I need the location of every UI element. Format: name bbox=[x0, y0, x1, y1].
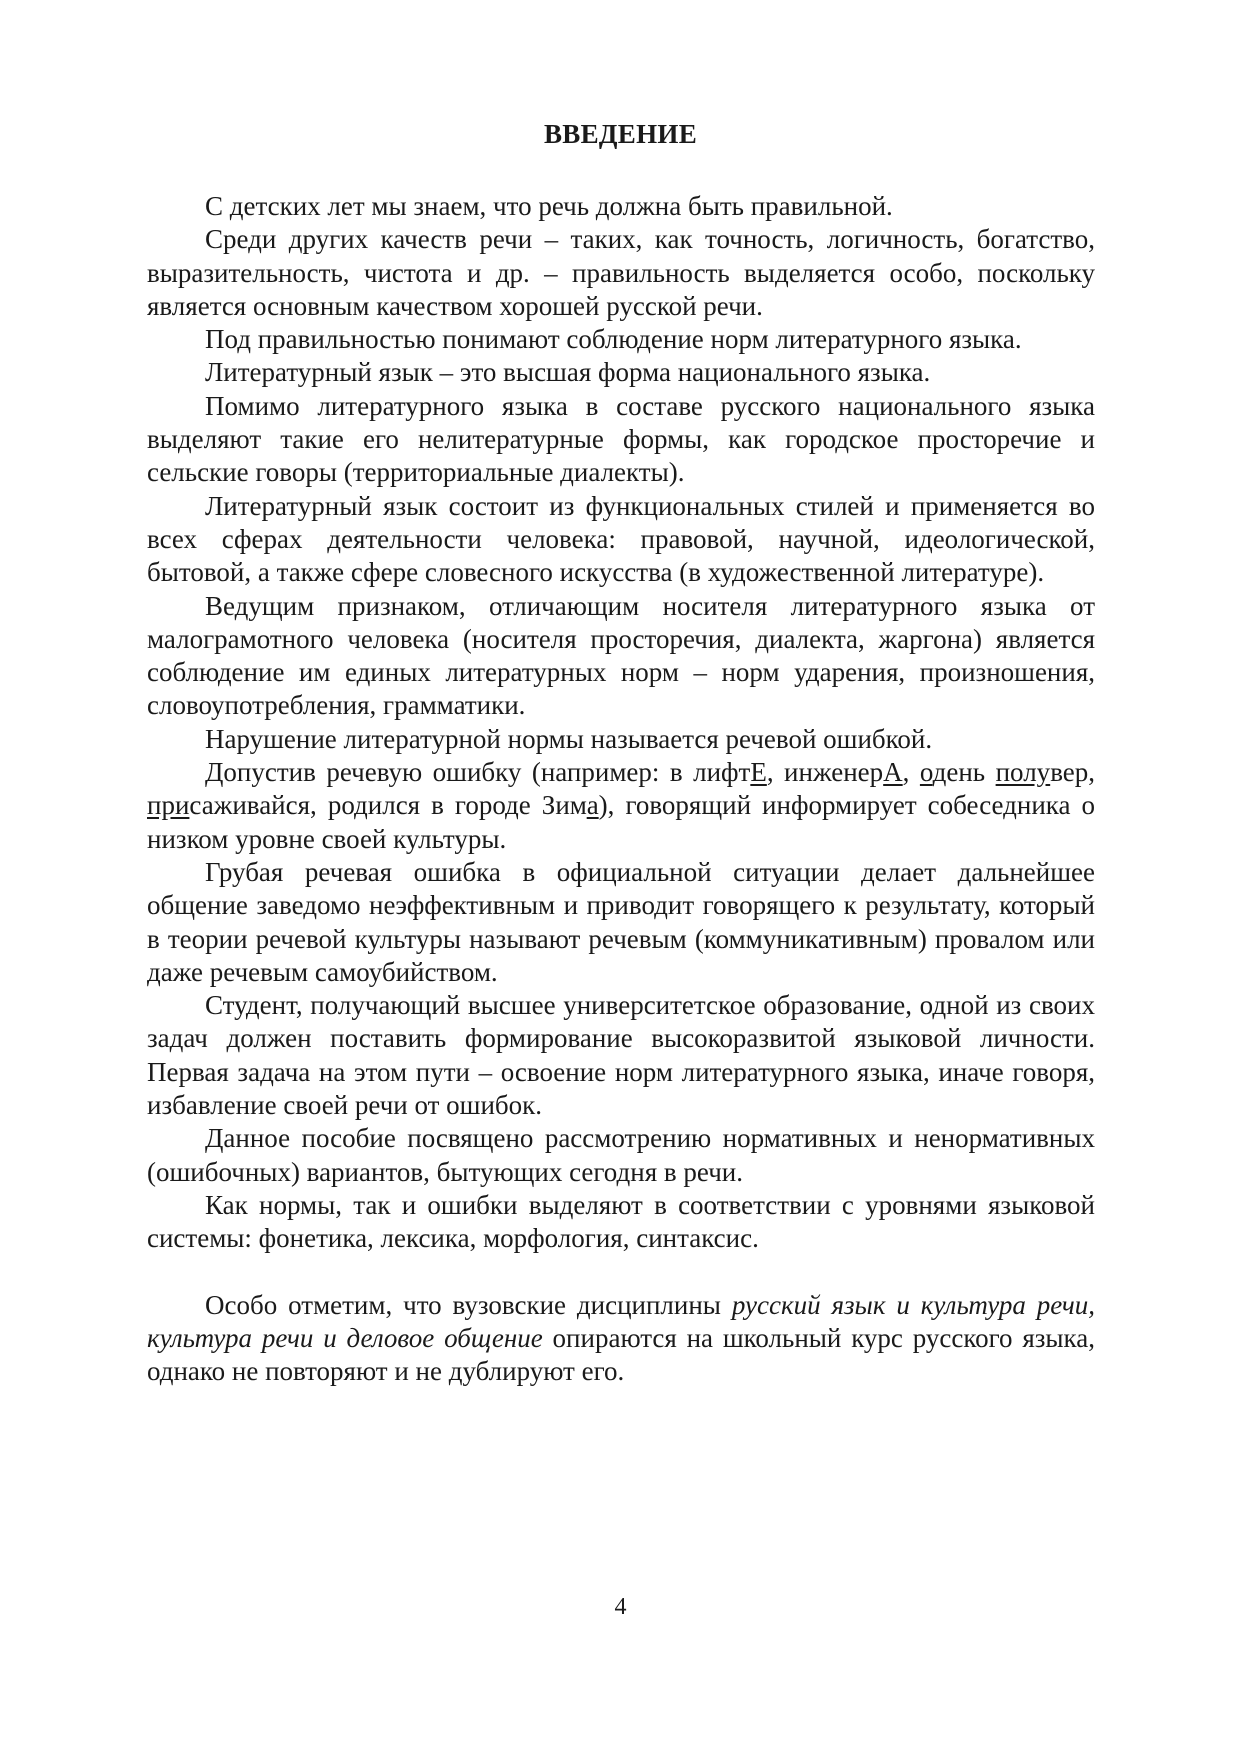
text-segment: Допустив речевую ошибку (например: в лифт bbox=[205, 757, 751, 788]
text-segment: опираются на школьный курс русского языка, однако не повторяют и не дублируют его. bbox=[147, 1322, 1095, 1387]
error-underline: о bbox=[919, 757, 933, 788]
paragraph: Литературный язык состоит из функциональных стилей и применяется во всех сферах деятельности человека: правовой, научной, идеологической, бытовой, а также сфере словесного искусства (в художественной литературе). bbox=[147, 490, 1095, 588]
paragraph: Литературный язык – это высшая форма национального языка. bbox=[205, 357, 931, 388]
paragraph: Данное пособие посвящено рассмотрению нормативных и ненормативных (ошибочных) вариантов, бытующих сегодня в речи. bbox=[147, 1123, 1095, 1187]
error-examples-paragraph bbox=[147, 756, 1095, 856]
paragraph: Ведущим признаком, отличающим носителя литературного языка от малограмотного человека (носителя просторечия, диалекта, жаргона) является соблюдение им единых литературных норм – норм ударения, произношения, словоупотребления, грамматики. bbox=[147, 590, 1095, 721]
text-segment: вер, bbox=[1050, 757, 1096, 788]
italic-disciplines: русский язык и культура речи, культура речи и деловое общение bbox=[147, 1289, 1095, 1353]
text-segment: , bbox=[902, 757, 920, 788]
error-underline: полу bbox=[995, 757, 1051, 788]
stress-mark: Е bbox=[750, 757, 767, 788]
stress-mark: А bbox=[883, 757, 903, 788]
text-segment: , инженер bbox=[766, 757, 884, 788]
text-segment: ), говорящий информирует собеседника о низком уровне своей культуры. bbox=[147, 790, 1096, 854]
paragraph: С детских лет мы знаем, что речь должна быть правильной. bbox=[205, 191, 893, 221]
error-underline: при bbox=[147, 790, 190, 821]
paragraph: Среди других качеств речи – таких, как точность, логичность, богатство, выразительность, чистота и др. – правильность выделяется особо, поскольку является основным качеством хорошей русской речи. bbox=[147, 224, 1095, 321]
paragraph: Под правильностью понимают соблюдение норм литературного языка. bbox=[205, 324, 1022, 355]
stress-mark: а bbox=[586, 790, 599, 821]
text-segment: день bbox=[932, 757, 996, 788]
paragraph: Грубая речевая ошибка в официальной ситуации делает дальнейшее общение заведомо неэффективным и приводит говорящего к результату, который в теории речевой культуры называют речевым (коммуникативным) провалом или даже речевым самоубийством. bbox=[147, 856, 1095, 987]
body-text bbox=[147, 190, 1095, 1388]
text-segment: саживайся, родился в городе Зим bbox=[189, 790, 587, 821]
paragraph: Нарушение литературной нормы называется речевой ошибкой. bbox=[205, 723, 933, 754]
paragraph: Как нормы, так и ошибки выделяют в соответствии с уровнями языковой системы: фонетика, лексика, морфология, синтаксис. bbox=[147, 1189, 1095, 1254]
page-title: ВВЕДЕНИЕ bbox=[543, 119, 698, 149]
page-number: 4 bbox=[614, 1594, 627, 1620]
final-paragraph bbox=[147, 1289, 1095, 1389]
paragraph: Студент, получающий высшее университетское образование, одной из своих задач должен поставить формирование высокоразвитой языковой личности. Первая задача на этом пути – освоение норм литературного языка, иначе говоря, избавление своей речи от ошибок. bbox=[147, 990, 1095, 1121]
text-segment: Особо отметим, что вузовские дисциплины bbox=[205, 1289, 732, 1320]
paragraph: Помимо литературного языка в составе русского национального языка выделяют такие его нелитературные формы, как городское просторечие и сельские говоры (территориальные диалекты). bbox=[147, 390, 1095, 488]
